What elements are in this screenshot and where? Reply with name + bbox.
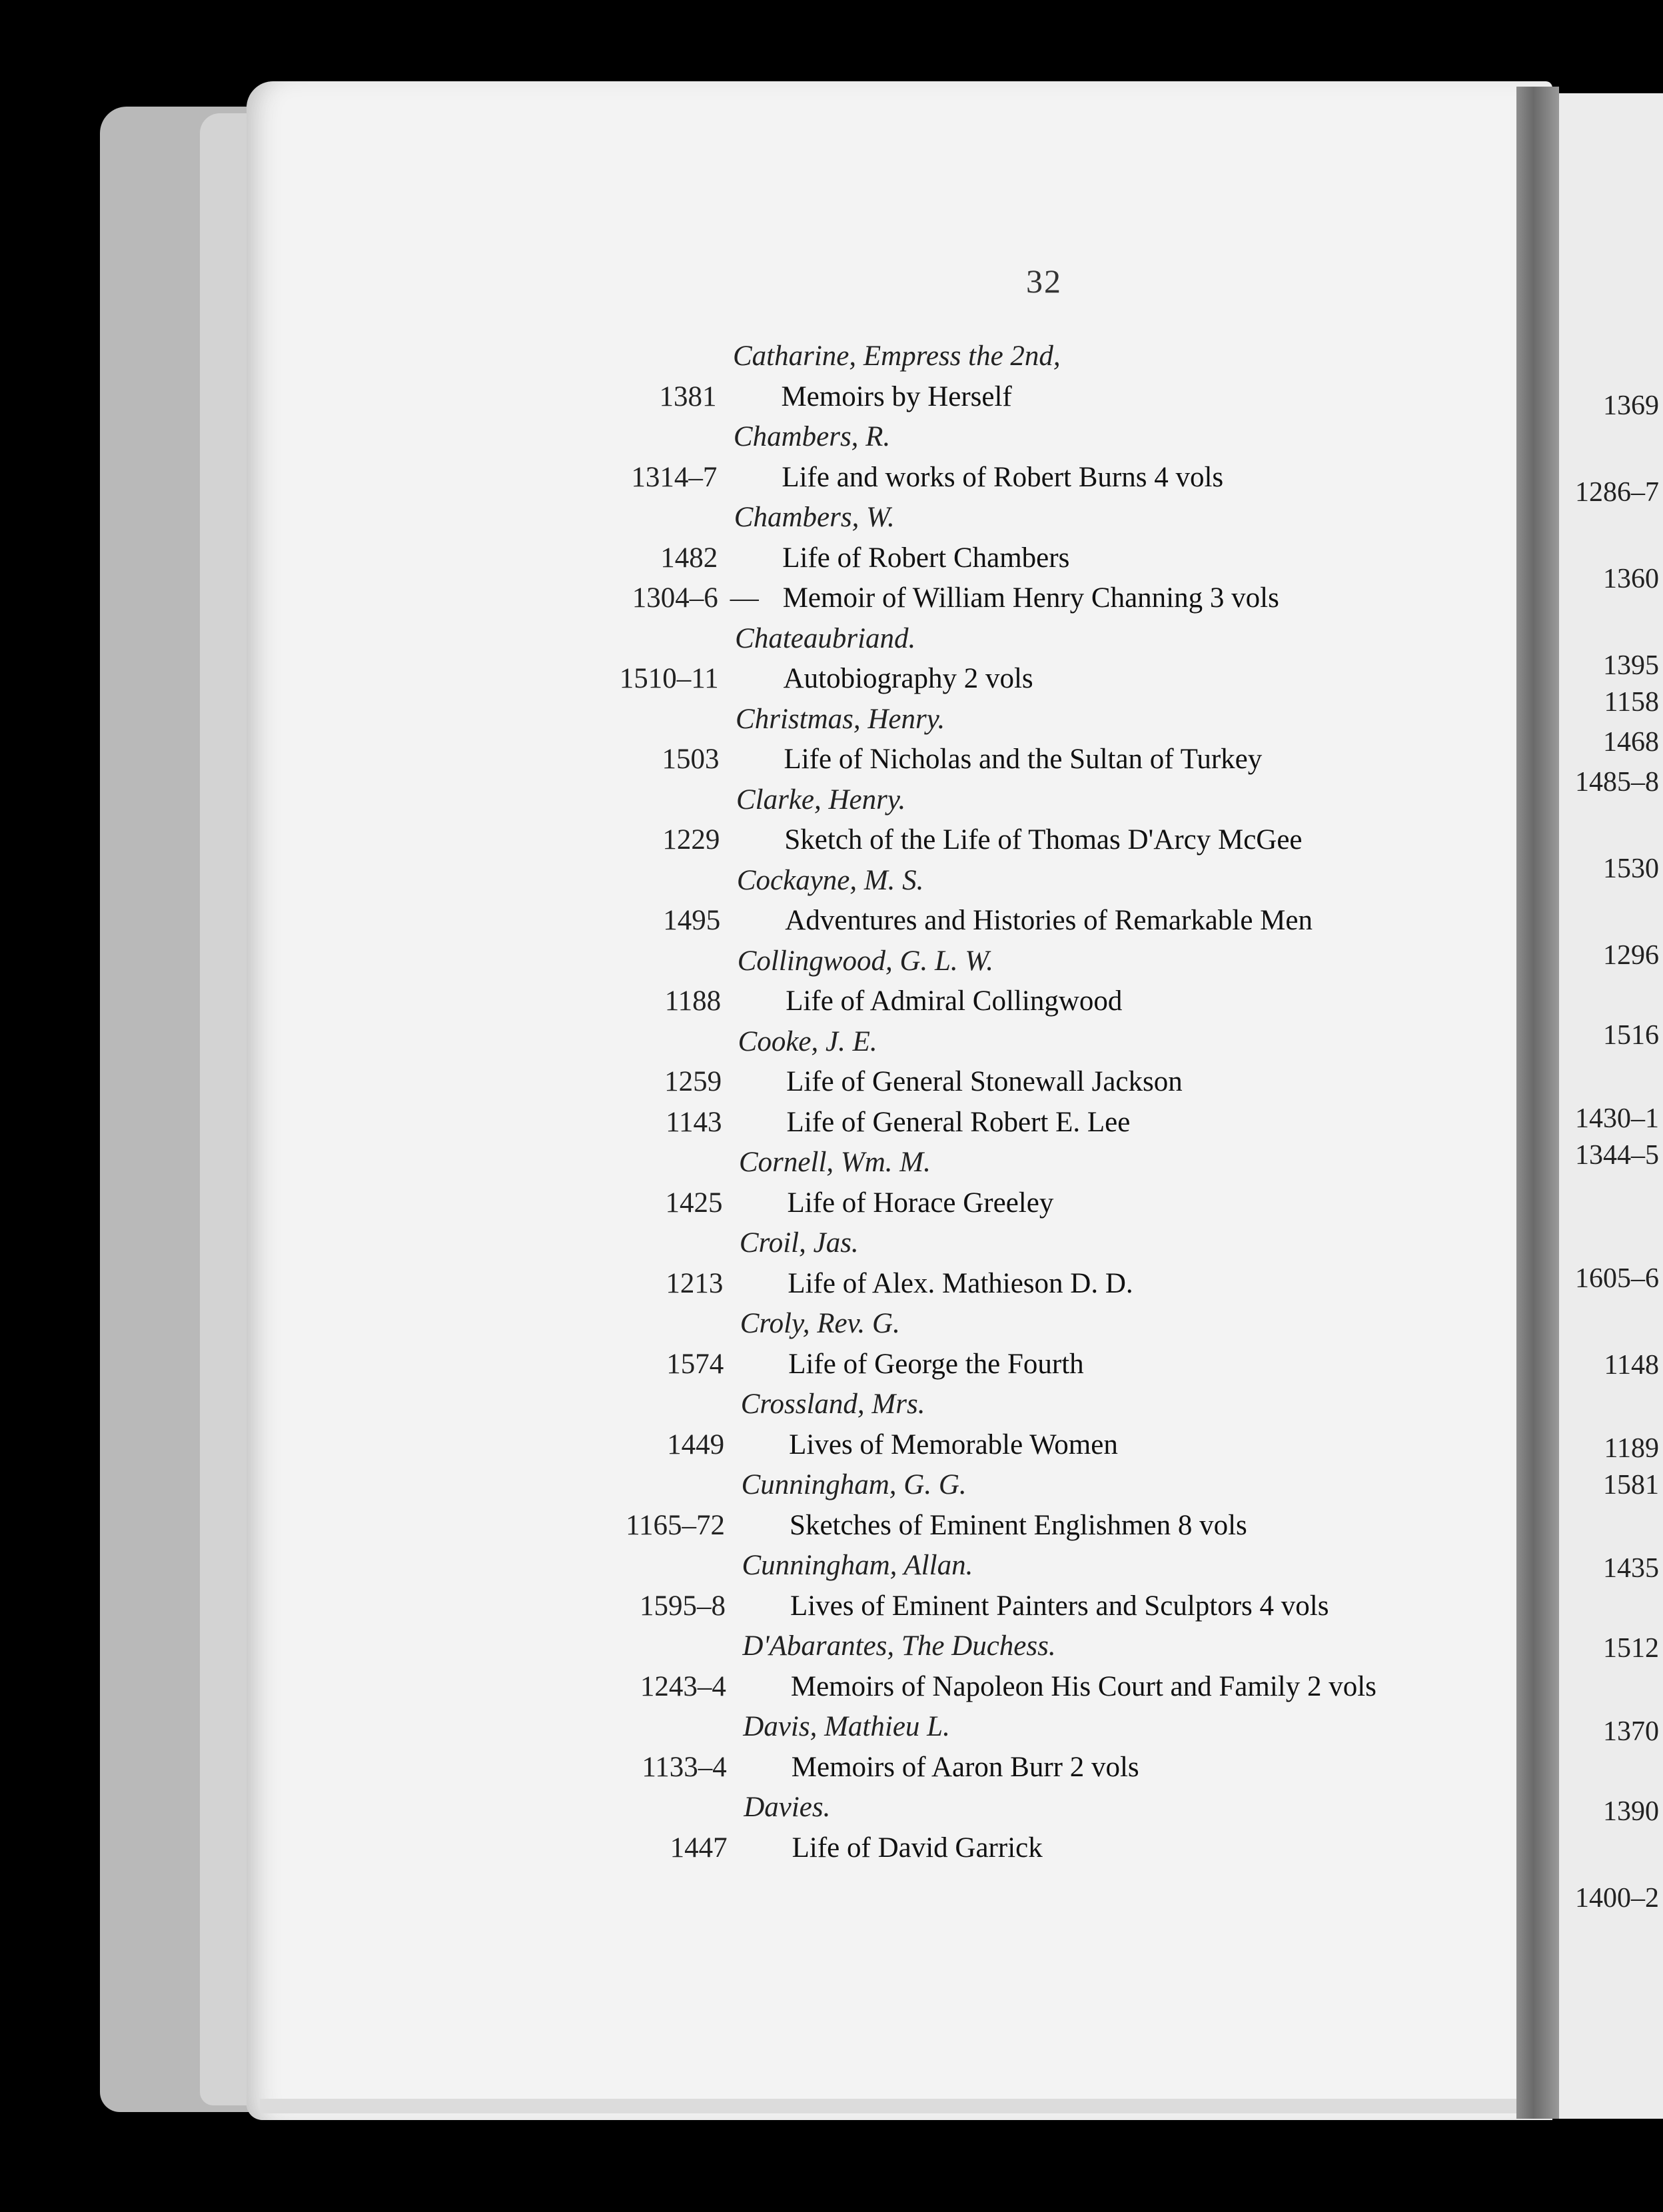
author-heading: Chambers, W. [734, 502, 895, 533]
book-title: Memoirs of Napoleon His Court and Family 2 vols [790, 1670, 1377, 1702]
facing-page-number: 1158 [1604, 687, 1659, 718]
facing-page-number: 1512 [1603, 1633, 1659, 1664]
call-number: 1143 [666, 1106, 722, 1138]
call-number: 1133–4 [642, 1751, 727, 1783]
book-title: Adventures and Histories of Remarkable Men [785, 905, 1313, 936]
author-heading: Croly, Rev. G. [740, 1308, 900, 1339]
book-title: Memoirs by Herself [781, 380, 1012, 412]
call-number: 1574 [666, 1348, 724, 1380]
ditto-dash: — [730, 582, 759, 614]
author-heading: D'Abarantes, The Duchess. [742, 1630, 1056, 1662]
author-heading: Cunningham, Allan. [742, 1550, 973, 1581]
book-title: Life of General Robert E. Lee [786, 1106, 1131, 1138]
call-number: 1314–7 [631, 461, 718, 493]
author-heading: Chateaubriand. [735, 622, 916, 654]
call-number: 1381 [659, 380, 717, 412]
book-title: Sketches of Eminent Englishmen 8 vols [790, 1509, 1247, 1541]
book-title: Autobiography 2 vols [783, 663, 1033, 694]
author-heading: Cornell, Wm. M. [739, 1147, 931, 1178]
facing-page-number: 1395 [1603, 650, 1659, 681]
call-number: 1503 [662, 744, 720, 775]
book-title: Life of Admiral Collingwood [786, 985, 1123, 1017]
author-heading: Davis, Mathieu L. [743, 1711, 950, 1742]
facing-page-number: 1485–8 [1575, 767, 1659, 798]
facing-page-number: 1605–6 [1575, 1263, 1659, 1294]
call-number: 1188 [664, 985, 722, 1017]
call-number: 1259 [664, 1066, 722, 1097]
author-heading: Crossland, Mrs. [740, 1388, 925, 1420]
call-number: 1482 [660, 542, 718, 574]
book-title: Life of General Stonewall Jackson [786, 1066, 1183, 1097]
facing-page-number: 1344–5 [1575, 1140, 1659, 1171]
book-title: Life of Nicholas and the Sultan of Turkey [784, 744, 1263, 775]
call-number: 1229 [662, 824, 720, 855]
facing-page-number: 1369 [1603, 390, 1659, 421]
author-heading: Cunningham, G. G. [741, 1469, 967, 1500]
facing-page-number: 1390 [1603, 1796, 1659, 1827]
facing-page-number: 1189 [1604, 1433, 1659, 1464]
call-number: 1510–11 [619, 663, 719, 694]
author-heading: Clarke, Henry. [736, 784, 906, 816]
author-heading: Collingwood, G. L. W. [737, 945, 994, 977]
facing-page-number: 1530 [1603, 853, 1659, 884]
book-title: Life of Robert Chambers [782, 542, 1070, 574]
facing-page-number: 1468 [1603, 727, 1659, 758]
call-number: 1495 [663, 905, 721, 936]
facing-page-number: 1430–1 [1575, 1103, 1659, 1134]
author-heading: Cockayne, M. S. [736, 864, 924, 896]
book-title: Life and works of Robert Burns 4 vols [782, 461, 1224, 493]
book-title: Life of Horace Greeley [787, 1187, 1054, 1219]
call-number: 1449 [667, 1428, 725, 1460]
call-number: 1304–6 [632, 582, 718, 614]
book-title: Sketch of the Life of Thomas D'Arcy McGee [784, 824, 1303, 855]
author-heading: Davies. [744, 1792, 831, 1823]
facing-page-number: 1296 [1603, 940, 1659, 971]
facing-page-numbers [1546, 0, 1663, 2212]
author-heading: Chambers, R. [733, 421, 891, 452]
call-number: 1447 [670, 1832, 728, 1864]
call-number: 1165–72 [626, 1509, 726, 1541]
call-number: 1595–8 [639, 1590, 726, 1622]
call-number: 1243–4 [640, 1670, 726, 1702]
author-heading: Cooke, J. E. [738, 1025, 877, 1057]
facing-page-number: 1435 [1603, 1553, 1659, 1584]
call-number: 1425 [665, 1187, 723, 1219]
book-title: Life of Alex. Mathieson D. D. [788, 1267, 1133, 1299]
facing-page-number: 1148 [1604, 1350, 1659, 1381]
facing-page-number: 1581 [1603, 1470, 1659, 1500]
book-title: Memoir of William Henry Channing 3 vols [782, 582, 1279, 614]
facing-page-number: 1360 [1603, 564, 1659, 594]
facing-page-number: 1400–2 [1575, 1883, 1659, 1914]
book-title: Lives of Memorable Women [789, 1428, 1118, 1460]
author-heading: Croil, Jas. [739, 1227, 859, 1259]
call-number: 1213 [666, 1267, 724, 1299]
page-bottom-edge [260, 2099, 1659, 2113]
book-title: Life of David Garrick [792, 1832, 1043, 1864]
facing-page-number: 1370 [1603, 1716, 1659, 1747]
facing-page-number: 1286–7 [1575, 477, 1659, 508]
author-heading: Christmas, Henry. [736, 703, 945, 735]
book-title: Memoirs of Aaron Burr 2 vols [791, 1751, 1139, 1783]
author-heading: Catharine, Empress the 2nd, [733, 340, 1061, 372]
book-title: Life of George the Fourth [788, 1348, 1084, 1380]
page-number: 32 [1026, 263, 1062, 300]
book-title: Lives of Eminent Painters and Sculptors 4 vols [790, 1590, 1329, 1622]
facing-page-number: 1516 [1603, 1020, 1659, 1051]
